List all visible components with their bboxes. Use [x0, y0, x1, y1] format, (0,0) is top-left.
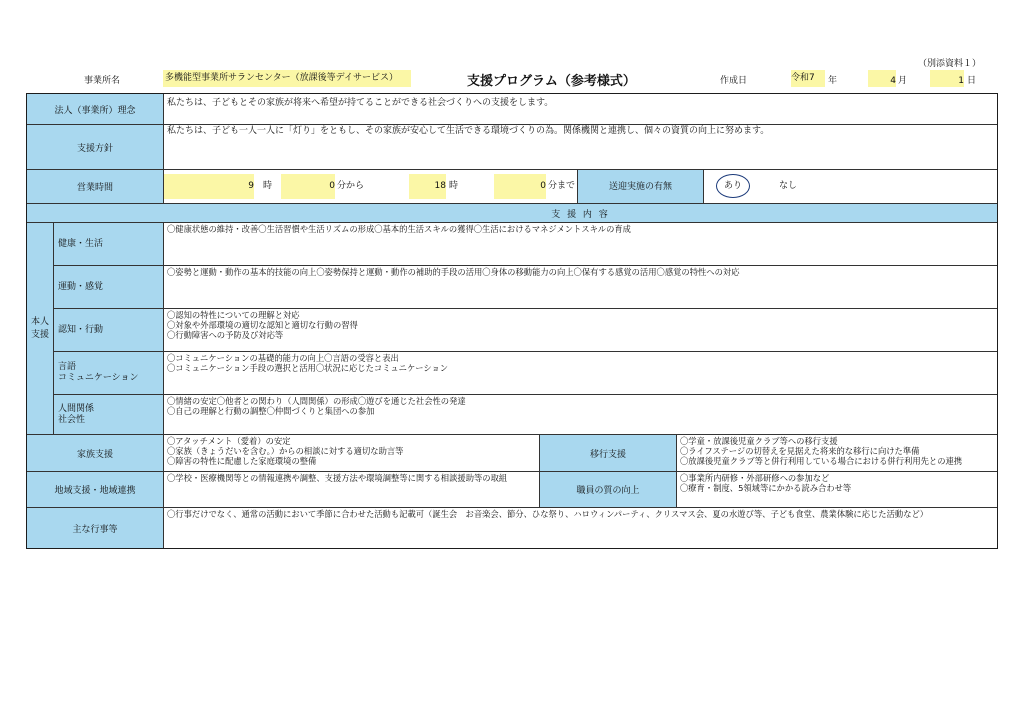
- cognition-line-3: 〇行動障害への予防及び対応等: [167, 330, 284, 340]
- year-value: 7: [809, 73, 815, 83]
- language-line-1: 〇コミュニケーションの基礎的能力の向上〇言語の受容と表出: [167, 353, 399, 363]
- transition-support-content: [677, 435, 997, 472]
- staff-line-1: 〇事業所内研修・外部研修への参加など: [680, 473, 830, 483]
- motor-sense-label: 運動・感覚: [54, 266, 164, 309]
- motor-sense-content: [164, 266, 997, 309]
- philosophy-label: 法人（事業所）理念: [27, 94, 164, 125]
- created-date-label: 作成日: [720, 76, 748, 86]
- social-line-2: 〇自己の理解と行動の調整〇仲間づくりと集団への参加: [167, 406, 375, 416]
- social-relations-label: 人間関係 社会性: [54, 395, 164, 435]
- year-unit: 年: [828, 76, 838, 86]
- staff-quality-content: [677, 472, 997, 508]
- policy-text: 私たちは、子ども一人一人に「灯り」をともし、その家族が安心して生活できる環境づくりの為。関係機関と連携し、個々の資質の向上に努めます。: [164, 125, 997, 170]
- transition-support-label: 移行支援: [540, 435, 677, 472]
- month-value: 4: [868, 70, 896, 87]
- transition-line-2: 〇ライフステージの切替えを見据えた将来的な移行に向けた準備: [680, 446, 920, 456]
- day-unit: 日: [967, 76, 977, 86]
- support-content-header: 支 援 内 容: [164, 204, 997, 223]
- end-hour: 18: [409, 174, 446, 199]
- transition-line-3: 〇放課後児童クラブ等と併行利用している場合における併行利用先との連携: [680, 456, 963, 466]
- family-support-label: 家族支援: [27, 435, 164, 472]
- cognition-line-2: 〇対象や外部環境の適切な認知と適切な行動の習得: [167, 320, 358, 330]
- transition-line-1: 〇学童・放課後児童クラブ等への移行支援: [680, 436, 838, 446]
- page-title: 支援プログラム（参考様式）: [467, 74, 636, 89]
- office-name: 多機能型事業所サランセンター（放課後等デイサービス）: [163, 70, 411, 87]
- cognition-line-1: 〇認知の特性についての理解と対応: [167, 310, 300, 320]
- family-support-content: [164, 435, 540, 472]
- support-header-spacer: [27, 204, 164, 223]
- transport-label: 送迎実施の有無: [578, 170, 704, 204]
- hours-label: 営業時間: [27, 170, 164, 204]
- language-communication-label: 言語 コミュニケーション: [54, 352, 164, 395]
- language-line-2: 〇コミュニケーション手段の選択と活用〇状況に応じたコミュニケーション: [167, 363, 449, 373]
- community-support-label: 地域支援・地域連携: [27, 472, 164, 508]
- community-line: 〇学校・医療機関等との情報連携や調整、支援方法や環境調整等に関する相談援助等の取組: [167, 473, 508, 483]
- philosophy-text: 私たちは、子どもとその家族が将来へ希望が持てることができる社会づくりへの支援をします。: [164, 94, 997, 125]
- health-life-content: [164, 223, 997, 266]
- cognition-behavior-label: 認知・行動: [54, 309, 164, 352]
- annex-label: （別添資料１）: [918, 59, 982, 69]
- events-line: 〇行事だけでなく、通常の活動において季節に合わせた活動も記載可（誕生会 お音楽会、節分、ひな祭り、ハロウィンパーティ、クリスマス会、夏の水遊び等、子ども食堂、農業体験に応じた活動など）: [167, 509, 929, 519]
- support-program-form: [26, 93, 998, 549]
- social-relations-content: [164, 395, 997, 435]
- hours-row: [164, 170, 997, 204]
- health-life-line: 〇健康状態の維持・改善〇生活習慣や生活リズムの形成〇基本的生活スキルの獲得〇生活におけるマネジメントスキルの育成: [167, 224, 631, 234]
- month-unit: 月: [898, 76, 908, 86]
- events-content: [164, 508, 997, 548]
- hour-unit-2: 時: [449, 181, 459, 191]
- health-life-label: 健康・生活: [54, 223, 164, 266]
- social-line-1: 〇情緒の安定〇他者との関わり（人間関係）の形成〇遊びを通じた社会性の発達: [167, 396, 466, 406]
- from-unit: 分から: [337, 181, 365, 191]
- start-minute: 0: [281, 174, 335, 199]
- language-communication-content: [164, 352, 997, 395]
- motor-sense-line: 〇姿勢と運動・動作の基本的技能の向上〇姿勢保持と運動・動作の補助的手段の活用〇身体の移動能力の向上〇保有する感覚の活用〇感覚の特性への対応: [167, 267, 740, 277]
- family-line-2: 〇家族（きょうだいを含む。）からの相談に対する適切な助言等: [167, 446, 404, 456]
- community-support-content: [164, 472, 540, 508]
- hour-unit-1: 時: [263, 181, 273, 191]
- transport-yes-circled: あり: [716, 174, 750, 198]
- events-label: 主な行事等: [27, 508, 164, 548]
- family-line-3: 〇障害の特性に配慮した家庭環境の整備: [167, 456, 317, 466]
- family-line-1: 〇アタッチメント（愛着）の安定: [167, 436, 291, 446]
- office-label: 事業所名: [84, 76, 121, 86]
- policy-label: 支援方針: [27, 125, 164, 170]
- transport-no: なし: [779, 181, 798, 191]
- era-text: 令和: [791, 73, 810, 83]
- day-value: 1: [930, 70, 964, 87]
- end-minute: 0: [494, 174, 546, 199]
- until-unit: 分まで: [548, 181, 576, 191]
- staff-line-2: 〇療育・制度、5領域等にかかる読み合わせ等: [680, 483, 852, 493]
- start-hour: 9: [164, 174, 254, 199]
- cognition-behavior-content: [164, 309, 997, 352]
- staff-quality-label: 職員の質の向上: [540, 472, 677, 508]
- created-date-era: [791, 70, 825, 87]
- personal-support-label: 本人支援: [27, 223, 54, 435]
